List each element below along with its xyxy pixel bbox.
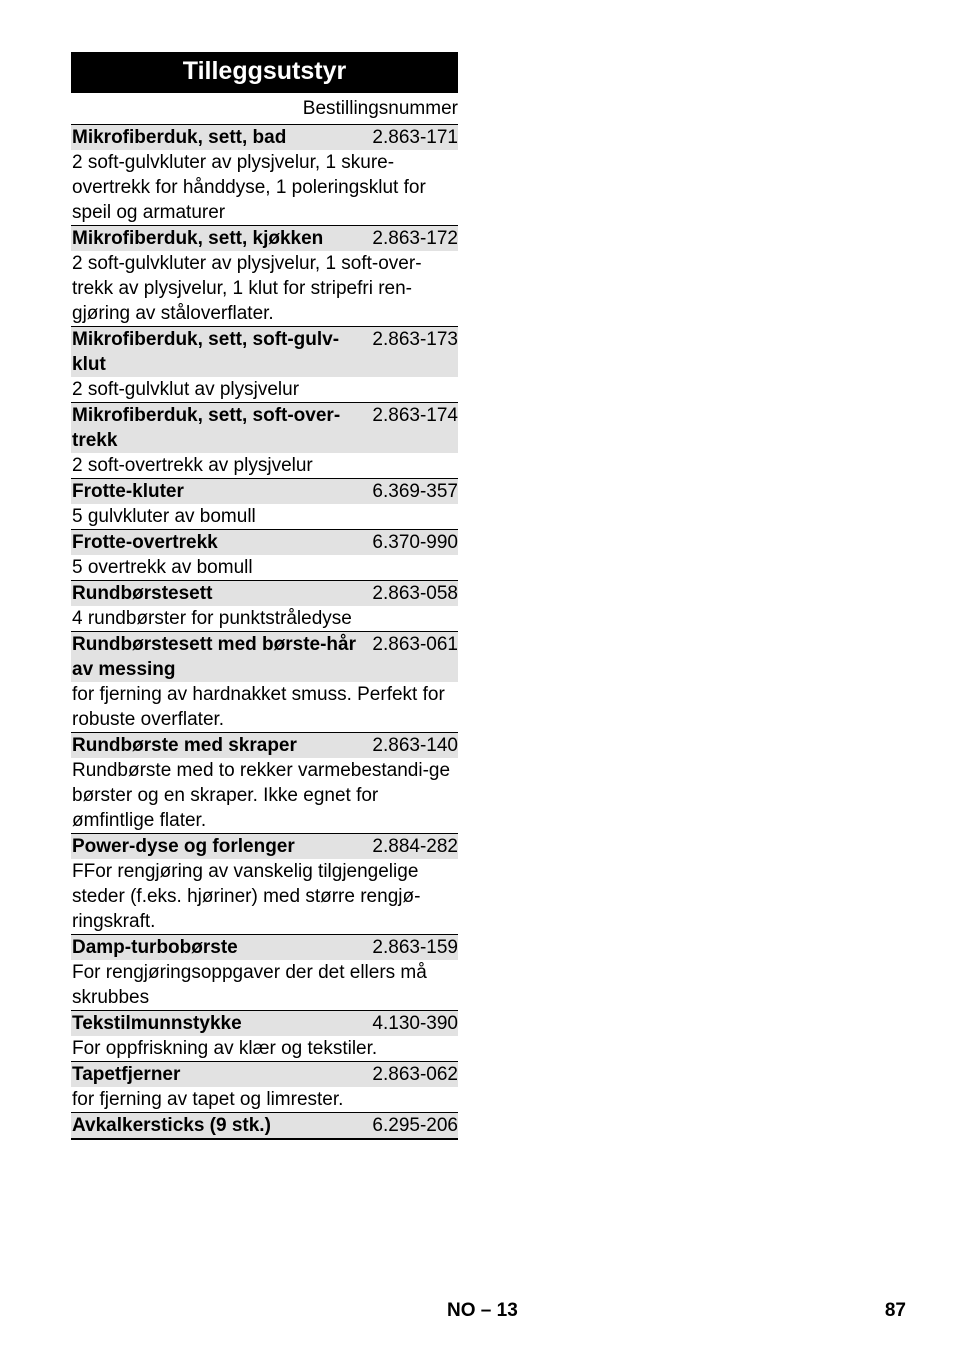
accessory-list — [71, 125, 458, 1140]
accessory-title-row — [71, 1011, 458, 1036]
accessory-item — [71, 1062, 458, 1113]
accessory-description: for fjerning av tapet og limrester. — [72, 1089, 344, 1110]
accessory-name: Mikrofiberduk, sett, bad — [72, 127, 287, 148]
accessory-item — [71, 125, 458, 226]
accessory-title-row — [71, 226, 458, 251]
accessory-description: 2 soft-gulvkluter av plysjvelur, 1 skure-overtrekk for hånddyse, 1 poleringsklut for speil og armaturer — [72, 152, 426, 223]
accessory-order-number: 2.863-174 — [372, 405, 458, 426]
accessory-title-row — [71, 479, 458, 504]
accessory-title-row — [71, 1113, 458, 1139]
order-number-column-header: Bestillingsnummer — [71, 96, 458, 125]
accessory-title-row — [71, 733, 458, 758]
accessory-order-number: 4.130-390 — [372, 1013, 458, 1034]
accessory-name: Rundbørstesett — [72, 583, 213, 604]
accessory-description: 2 soft-overtrekk av plysjvelur — [72, 455, 313, 476]
accessory-name: Frotte-overtrekk — [72, 532, 218, 553]
accessory-description: 5 gulvkluter av bomull — [72, 506, 256, 527]
accessory-title-row — [71, 632, 458, 682]
accessory-item — [71, 530, 458, 581]
accessory-name: Frotte-kluter — [72, 481, 184, 502]
accessory-item — [71, 226, 458, 327]
accessory-item — [71, 1113, 458, 1140]
accessory-name: Tapetfjerner — [72, 1064, 181, 1085]
accessory-name: Rundbørstesett med børste-hår av messing — [72, 634, 356, 680]
accessory-item — [71, 403, 458, 479]
accessory-title-row — [71, 581, 458, 606]
accessory-order-number: 2.884-282 — [372, 836, 458, 857]
accessories-section — [71, 52, 458, 1140]
accessory-description: For oppfriskning av klær og tekstiler. — [72, 1038, 378, 1059]
accessory-description: FFor rengjøring av vanskelig tilgjengelige steder (f.eks. hjøriner) med større rengjø-ringskraft. — [72, 861, 421, 932]
accessory-name: Damp-turbobørste — [72, 937, 238, 958]
accessory-description: Rundbørste med to rekker varmebestandi-ge børster og en skraper. Ikke egnet for ømfintlige flater. — [72, 760, 451, 831]
accessory-order-number: 2.863-140 — [372, 735, 458, 756]
accessory-name: Power-dyse og forlenger — [72, 836, 295, 857]
accessory-item — [71, 1011, 458, 1062]
accessory-order-number: 6.295-206 — [372, 1115, 458, 1136]
footer-section-label: NO – 13 — [447, 1300, 518, 1321]
accessory-description: 4 rundbørster for punktstråledyse — [72, 608, 352, 629]
accessory-name: Rundbørste med skraper — [72, 735, 297, 756]
accessory-order-number: 2.863-058 — [372, 583, 458, 604]
accessory-order-number: 2.863-062 — [372, 1064, 458, 1085]
footer-page-number: 87 — [884, 1300, 906, 1321]
accessory-title-row — [71, 834, 458, 859]
accessory-order-number: 6.369-357 — [372, 481, 458, 502]
accessory-name: Tekstilmunnstykke — [72, 1013, 242, 1034]
accessory-name: Mikrofiberduk, sett, soft-gulv-klut — [72, 329, 340, 375]
accessory-order-number: 6.370-990 — [372, 532, 458, 553]
accessory-item — [71, 479, 458, 530]
accessory-description: For rengjøringsoppgaver der det ellers må skrubbes — [72, 962, 427, 1008]
section-heading: Tilleggsutstyr — [71, 52, 458, 93]
accessory-title-row — [71, 403, 458, 453]
accessory-description: 2 soft-gulvkluter av plysjvelur, 1 soft-over-trekk av plysjvelur, 1 klut for stripefri ren-gjøring av ståloverflater. — [72, 253, 422, 324]
accessory-item — [71, 834, 458, 935]
accessory-order-number: 2.863-159 — [372, 937, 458, 958]
accessory-order-number: 2.863-173 — [372, 329, 458, 350]
accessory-description: for fjerning av hardnakket smuss. Perfekt for robuste overflater. — [72, 684, 445, 730]
accessory-title-row — [71, 327, 458, 377]
accessory-item — [71, 733, 458, 834]
accessory-title-row — [71, 530, 458, 555]
accessory-item — [71, 327, 458, 403]
accessory-order-number: 2.863-172 — [372, 228, 458, 249]
accessory-description: 2 soft-gulvklut av plysjvelur — [72, 379, 300, 400]
accessory-item — [71, 935, 458, 1011]
accessory-name: Avkalkersticks (9 stk.) — [72, 1115, 271, 1136]
accessory-order-number: 2.863-171 — [372, 127, 458, 148]
accessory-item — [71, 581, 458, 632]
accessory-description: 5 overtrekk av bomull — [72, 557, 253, 578]
accessory-title-row — [71, 1062, 458, 1087]
accessory-order-number: 2.863-061 — [372, 634, 458, 655]
accessory-name: Mikrofiberduk, sett, soft-over-trekk — [72, 405, 341, 451]
accessory-title-row — [71, 935, 458, 960]
accessory-name: Mikrofiberduk, sett, kjøkken — [72, 228, 324, 249]
accessory-title-row — [71, 125, 458, 150]
accessory-item — [71, 632, 458, 733]
